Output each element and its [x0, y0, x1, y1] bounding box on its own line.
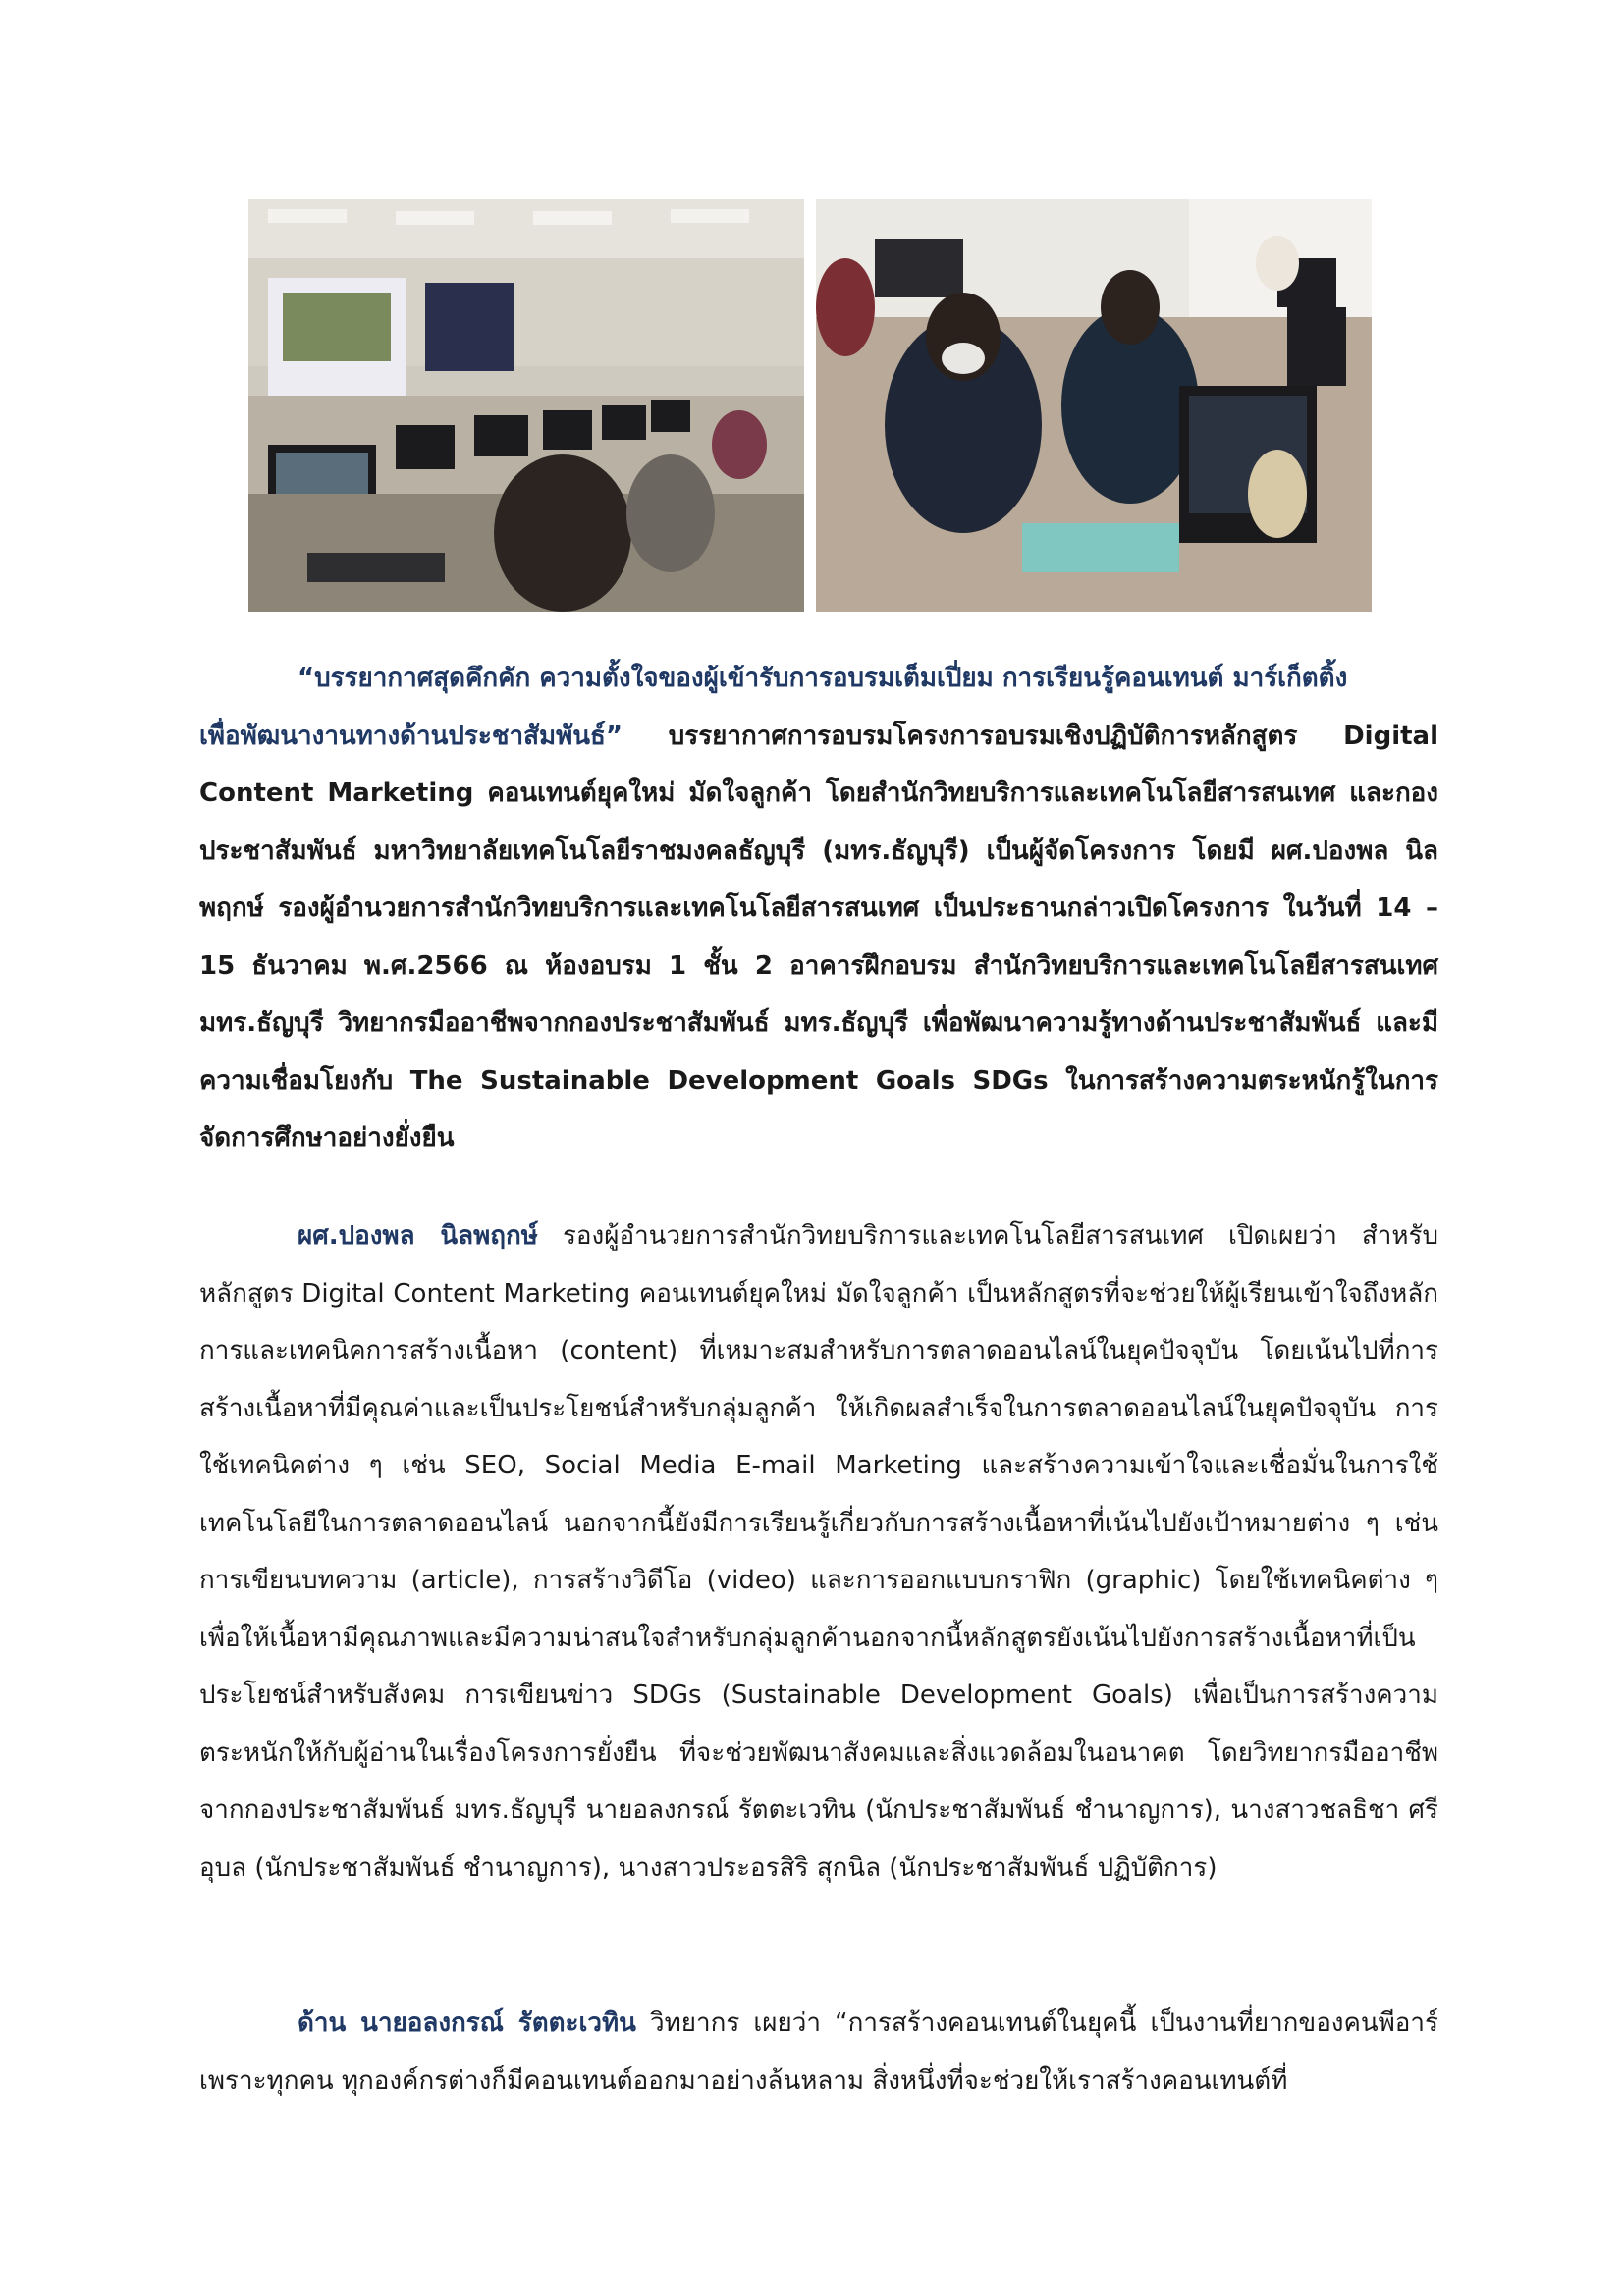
classroom-photo-icon	[248, 199, 804, 612]
speaker-name-2: ด้าน นายอลงกรณ์ รัตตะเวทิน	[298, 2008, 636, 2038]
intro-body: บรรยากาศการอบรมโครงการอบรมเชิงปฏิบัติการหลักสูตร Digital Content Marketing คอนเทนต์ยุคใหม่ มัดใจลูกค้า โดยสำนักวิทยบริการและเทคโนโลยีสารสนเทศ และกองประชาสัมพันธ์ มหาวิทยาลัยเทคโนโลยีราชมงคลธัญบุรี (มทร.ธัญบุรี) เป็นผู้จัดโครงการ โดยมี ผศ.ปองพล นิลพฤกษ์ รองผู้อำนวยการสำนักวิทยบริการและเทคโนโลยีสารสนเทศ เป็นประธานกล่าวเปิดโครงการ ในวันที่ 14 – 15 ธันวาคม พ.ศ.2566 ณ ห้องอบรม 1 ชั้น 2 อาคารฝึกอบรม สำนักวิทยบริการและเทคโนโลยีสารสนเทศ มทร.ธัญบุรี วิทยากรมืออาชีพจากกองประชาสัมพันธ์ มทร.ธัญบุรี เพื่อพัฒนาความรู้ทางด้านประชาสัมพันธ์ และมีความเชื่อมโยงกับ The Sustainable Development Goals SDGs ในการสร้างความตระหนักรู้ในการจัดการศึกษาอย่างยั่งยืน	[199, 721, 1438, 1152]
headline-quote-line-1: “บรรยากาศสุดคึกคัก ความตั้งใจของผู้เข้ารับการอบรมเต็มเปี่ยม การเรียนรู้คอนเทนต์ มาร์เก็ตติ้ง	[298, 664, 1348, 693]
classroom-photo	[248, 199, 804, 612]
details-paragraph	[199, 1207, 1438, 1896]
speaker-body: วิทยากร เผยว่า “การสร้างคอนเทนต์ในยุคนี้ เป็นงานที่ยากของคนพีอาร์ เพราะทุกคน ทุกองค์กรต่างก็มีคอนเทนต์ออกมาอย่างล้นหลาม สิ่งหนึ่งที่จะช่วยให้เราสร้างคอนเทนต์ที่	[199, 2008, 1438, 2096]
trainees-photo	[816, 199, 1372, 612]
speaker-paragraph	[199, 1995, 1438, 2109]
details-body: รองผู้อำนวยการสำนักวิทยบริการและเทคโนโลยีสารสนเทศ เปิดเผยว่า สำหรับหลักสูตร Digital Content Marketing คอนเทนต์ยุคใหม่ มัดใจลูกค้า เป็นหลักสูตรที่จะช่วยให้ผู้เรียนเข้าใจถึงหลักการและเทคนิคการสร้างเนื้อหา (content) ที่เหมาะสมสำหรับการตลาดออนไลน์ในยุคปัจจุบัน โดยเน้นไปที่การสร้างเนื้อหาที่มีคุณค่าและเป็นประโยชน์สำหรับกลุ่มลูกค้า ให้เกิดผลสำเร็จในการตลาดออนไลน์ในยุคปัจจุบัน การใช้เทคนิคต่าง ๆ เช่น SEO, Social Media E-mail Marketing และสร้างความเข้าใจและเชื่อมั่นในการใช้เทคโนโลยีในการตลาดออนไลน์ นอกจากนี้ยังมีการเรียนรู้เกี่ยวกับการสร้างเนื้อหาที่เน้นไปยังเป้าหมายต่าง ๆ เช่น การเขียนบทความ (article), การสร้างวิดีโอ (video) และการออกแบบกราฟิก (graphic) โดยใช้เทคนิคต่าง ๆ เพื่อให้เนื้อหามีคุณภาพและมีความน่าสนใจสำหรับกลุ่มลูกค้านอกจากนี้หลักสูตรยังเน้นไปยังการสร้างเนื้อหาที่เป็นประโยชน์สำหรับสังคม การเขียนข่าว SDGs (Sustainable Development Goals) เพื่อเป็นการสร้างความตระหนักให้กับผู้อ่านในเรื่องโครงการยั่งยืน ที่จะช่วยพัฒนาสังคมและสิ่งแวดล้อมในอนาคต โดยวิทยากรมืออาชีพจากกองประชาสัมพันธ์ มทร.ธัญบุรี นายอลงกรณ์ รัตตะเวทิน (นักประชาสัมพันธ์ ชำนาญการ), นางสาวชลธิชา ศรีอุบล (นักประชาสัมพันธ์ ชำนาญการ), นางสาวประอรสิริ สุกนิล (นักประชาสัมพันธ์ ปฏิบัติการ)	[199, 1221, 1438, 1883]
headline-quote-line-2: เพื่อพัฒนางานทางด้านประชาสัมพันธ์”	[199, 721, 623, 751]
intro-paragraph	[199, 650, 1438, 1167]
speaker-name-1: ผศ.ปองพล นิลพฤกษ์	[298, 1221, 538, 1251]
trainees-photo-icon	[816, 199, 1372, 612]
